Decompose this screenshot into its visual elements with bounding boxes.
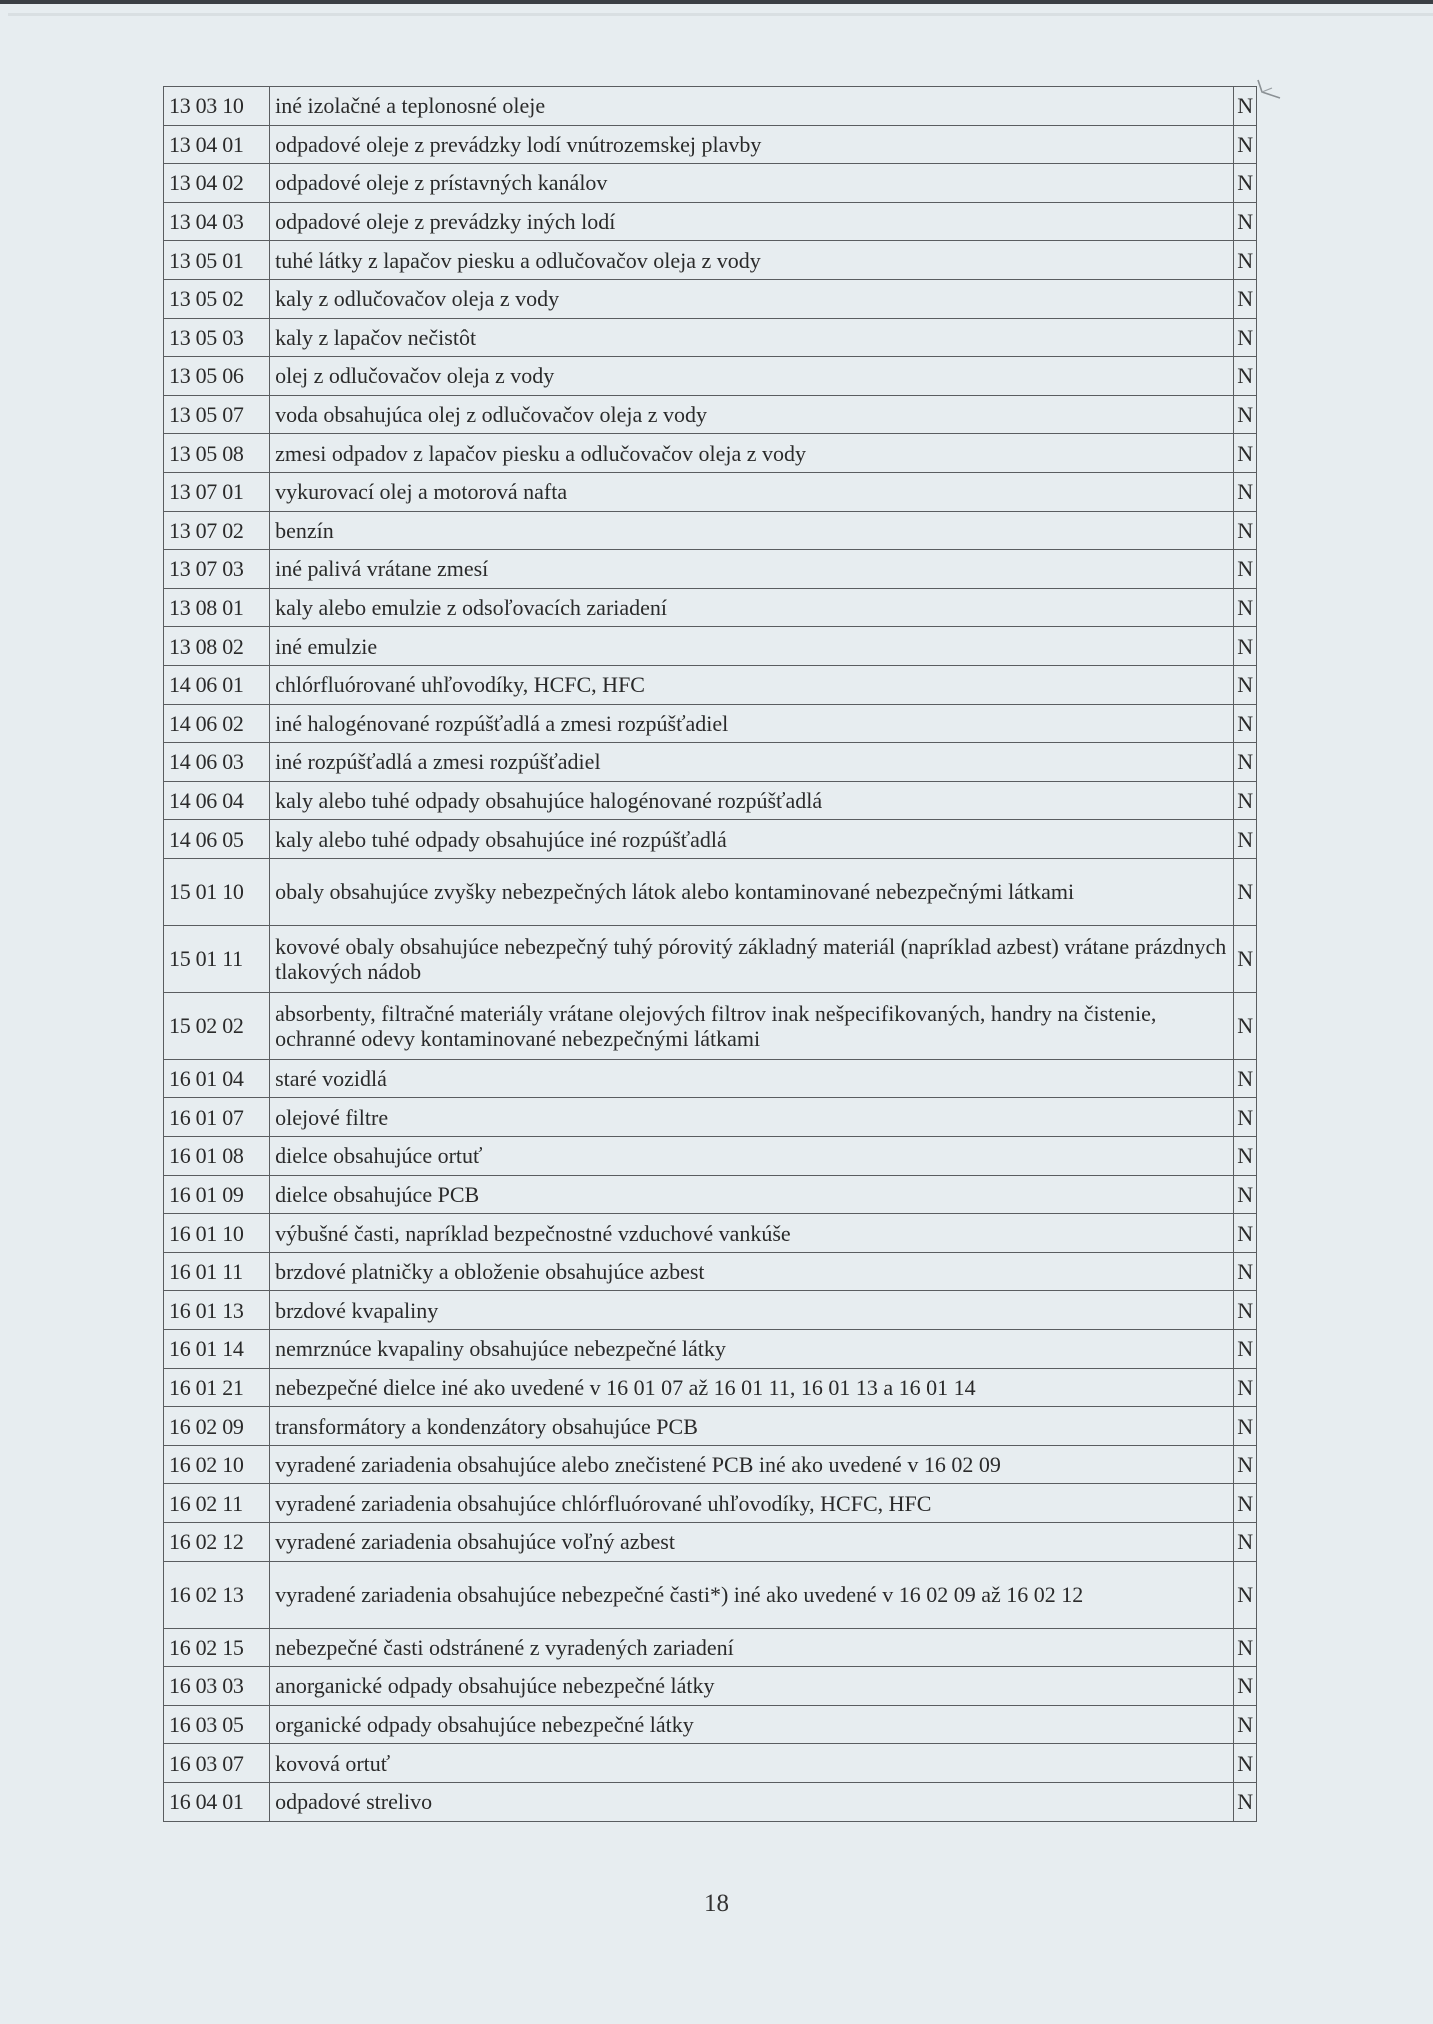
page-number: 18 xyxy=(704,1890,729,1917)
waste-code-cell: 16 02 13 xyxy=(164,1561,270,1628)
waste-category-cell: N xyxy=(1234,1667,1257,1706)
table-row xyxy=(164,1137,1257,1176)
waste-code-cell: 13 05 06 xyxy=(164,357,270,396)
table-row xyxy=(164,704,1257,743)
table-row xyxy=(164,164,1257,203)
waste-description-cell: dielce obsahujúce ortuť xyxy=(270,1137,1234,1176)
waste-code-cell: 16 03 07 xyxy=(164,1744,270,1783)
waste-description-cell: benzín xyxy=(270,511,1234,550)
waste-description-cell: vyradené zariadenia obsahujúce chlórfluórované uhľovodíky, HCFC, HFC xyxy=(270,1484,1234,1523)
waste-code-cell: 14 06 02 xyxy=(164,704,270,743)
waste-description-cell: olejové filtre xyxy=(270,1098,1234,1137)
waste-category-cell: N xyxy=(1234,704,1257,743)
waste-category-cell: N xyxy=(1234,1523,1257,1562)
table-row xyxy=(164,820,1257,859)
waste-category-cell: N xyxy=(1234,472,1257,511)
waste-code-cell: 16 02 11 xyxy=(164,1484,270,1523)
table-row xyxy=(164,1782,1257,1821)
waste-category-cell: N xyxy=(1234,1137,1257,1176)
waste-category-cell: N xyxy=(1234,1330,1257,1369)
waste-code-cell: 16 02 15 xyxy=(164,1628,270,1667)
table-row xyxy=(164,1744,1257,1783)
waste-category-cell: N xyxy=(1234,1407,1257,1446)
waste-category-cell: N xyxy=(1234,395,1257,434)
waste-code-cell: 14 06 03 xyxy=(164,743,270,782)
waste-code-cell: 16 03 05 xyxy=(164,1705,270,1744)
waste-description-cell: transformátory a kondenzátory obsahujúce PCB xyxy=(270,1407,1234,1446)
waste-description-cell: staré vozidlá xyxy=(270,1059,1234,1098)
waste-category-cell: N xyxy=(1234,1291,1257,1330)
waste-description-cell: vykurovací olej a motorová nafta xyxy=(270,472,1234,511)
table-row xyxy=(164,395,1257,434)
waste-code-cell: 13 07 02 xyxy=(164,511,270,550)
waste-code-cell: 16 04 01 xyxy=(164,1782,270,1821)
waste-category-cell: N xyxy=(1234,1252,1257,1291)
waste-description-cell: nebezpečné dielce iné ako uvedené v 16 01 07 až 16 01 11, 16 01 13 a 16 01 14 xyxy=(270,1368,1234,1407)
waste-category-cell: N xyxy=(1234,820,1257,859)
waste-category-cell: N xyxy=(1234,1098,1257,1137)
table-row xyxy=(164,1330,1257,1369)
waste-code-cell: 16 02 12 xyxy=(164,1523,270,1562)
waste-code-cell: 13 05 08 xyxy=(164,434,270,473)
waste-code-cell: 13 05 02 xyxy=(164,279,270,318)
waste-code-cell: 13 04 02 xyxy=(164,164,270,203)
table-row xyxy=(164,1445,1257,1484)
waste-description-cell: absorbenty, filtračné materiály vrátane olejových filtrov inak nešpecifikovaných, handry na čistenie, ochranné odevy kontaminované nebezpečnými látkami xyxy=(270,992,1234,1059)
waste-description-cell: brzdové kvapaliny xyxy=(270,1291,1234,1330)
table-row xyxy=(164,1175,1257,1214)
waste-code-cell: 16 01 09 xyxy=(164,1175,270,1214)
waste-category-cell: N xyxy=(1234,1561,1257,1628)
waste-category-cell: N xyxy=(1234,1059,1257,1098)
waste-code-cell: 13 05 01 xyxy=(164,241,270,280)
table-row xyxy=(164,992,1257,1059)
waste-code-cell: 16 01 07 xyxy=(164,1098,270,1137)
waste-description-cell: kovové obaly obsahujúce nebezpečný tuhý pórovitý základný materiál (napríklad azbest) vrátane prázdnych tlakových nádob xyxy=(270,925,1234,992)
waste-category-cell: N xyxy=(1234,87,1257,126)
waste-code-cell: 16 01 21 xyxy=(164,1368,270,1407)
table-row xyxy=(164,511,1257,550)
waste-category-cell: N xyxy=(1234,665,1257,704)
table-row xyxy=(164,1368,1257,1407)
waste-category-cell: N xyxy=(1234,279,1257,318)
waste-category-cell: N xyxy=(1234,1368,1257,1407)
waste-description-cell: iné rozpúšťadlá a zmesi rozpúšťadiel xyxy=(270,743,1234,782)
waste-category-cell: N xyxy=(1234,164,1257,203)
waste-description-cell: iné izolačné a teplonosné oleje xyxy=(270,87,1234,126)
waste-category-cell: N xyxy=(1234,1628,1257,1667)
table-row xyxy=(164,472,1257,511)
waste-category-cell: N xyxy=(1234,588,1257,627)
waste-code-cell: 16 01 10 xyxy=(164,1214,270,1253)
table-body xyxy=(164,87,1257,1822)
waste-code-cell: 13 05 03 xyxy=(164,318,270,357)
waste-code-cell: 15 01 10 xyxy=(164,858,270,925)
waste-category-cell: N xyxy=(1234,1445,1257,1484)
table-row xyxy=(164,1561,1257,1628)
waste-code-cell: 16 02 09 xyxy=(164,1407,270,1446)
waste-description-cell: brzdové platničky a obloženie obsahujúce azbest xyxy=(270,1252,1234,1291)
table-row xyxy=(164,1059,1257,1098)
waste-category-cell: N xyxy=(1234,202,1257,241)
waste-category-cell: N xyxy=(1234,241,1257,280)
waste-category-cell: N xyxy=(1234,1744,1257,1783)
table-row xyxy=(164,1098,1257,1137)
table-row xyxy=(164,1214,1257,1253)
table-row xyxy=(164,925,1257,992)
waste-code-cell: 16 01 13 xyxy=(164,1291,270,1330)
waste-description-cell: organické odpady obsahujúce nebezpečné látky xyxy=(270,1705,1234,1744)
table-row xyxy=(164,202,1257,241)
table-row xyxy=(164,1523,1257,1562)
table-row xyxy=(164,665,1257,704)
waste-category-cell: N xyxy=(1234,511,1257,550)
waste-description-cell: odpadové oleje z prevádzky lodí vnútrozemskej plavby xyxy=(270,125,1234,164)
waste-description-cell: iné palivá vrátane zmesí xyxy=(270,550,1234,589)
waste-code-cell: 13 04 03 xyxy=(164,202,270,241)
table-row xyxy=(164,743,1257,782)
waste-description-cell: zmesi odpadov z lapačov piesku a odlučovačov oleja z vody xyxy=(270,434,1234,473)
waste-category-cell: N xyxy=(1234,925,1257,992)
waste-description-cell: kaly z odlučovačov oleja z vody xyxy=(270,279,1234,318)
waste-description-cell: obaly obsahujúce zvyšky nebezpečných látok alebo kontaminované nebezpečnými látkami xyxy=(270,858,1234,925)
waste-category-cell: N xyxy=(1234,434,1257,473)
table-row xyxy=(164,434,1257,473)
table-row xyxy=(164,279,1257,318)
waste-category-cell: N xyxy=(1234,1484,1257,1523)
waste-category-cell: N xyxy=(1234,858,1257,925)
waste-category-cell: N xyxy=(1234,125,1257,164)
waste-category-cell: N xyxy=(1234,550,1257,589)
waste-description-cell: kaly alebo emulzie z odsoľovacích zariadení xyxy=(270,588,1234,627)
waste-category-cell: N xyxy=(1234,357,1257,396)
waste-code-cell: 14 06 05 xyxy=(164,820,270,859)
waste-description-cell: vyradené zariadenia obsahujúce nebezpečné časti*) iné ako uvedené v 16 02 09 až 16 02 12 xyxy=(270,1561,1234,1628)
table-row xyxy=(164,1484,1257,1523)
table-row xyxy=(164,781,1257,820)
waste-code-cell: 14 06 04 xyxy=(164,781,270,820)
waste-code-cell: 16 01 08 xyxy=(164,1137,270,1176)
waste-code-cell: 13 08 02 xyxy=(164,627,270,666)
waste-description-cell: odpadové oleje z prístavných kanálov xyxy=(270,164,1234,203)
waste-description-cell: kaly alebo tuhé odpady obsahujúce iné rozpúšťadlá xyxy=(270,820,1234,859)
scan-top-edge xyxy=(0,0,1433,4)
waste-description-cell: vyradené zariadenia obsahujúce voľný azbest xyxy=(270,1523,1234,1562)
waste-code-cell: 13 04 01 xyxy=(164,125,270,164)
waste-description-cell: nebezpečné časti odstránené z vyradených zariadení xyxy=(270,1628,1234,1667)
waste-description-cell: tuhé látky z lapačov piesku a odlučovačov oleja z vody xyxy=(270,241,1234,280)
waste-code-cell: 14 06 01 xyxy=(164,665,270,704)
waste-description-cell: anorganické odpady obsahujúce nebezpečné látky xyxy=(270,1667,1234,1706)
table-row xyxy=(164,1291,1257,1330)
waste-description-cell: dielce obsahujúce PCB xyxy=(270,1175,1234,1214)
table-row xyxy=(164,588,1257,627)
table-row xyxy=(164,1705,1257,1744)
table-row xyxy=(164,858,1257,925)
table-row xyxy=(164,125,1257,164)
waste-description-cell: vyradené zariadenia obsahujúce alebo znečistené PCB iné ako uvedené v 16 02 09 xyxy=(270,1445,1234,1484)
waste-code-cell: 16 01 04 xyxy=(164,1059,270,1098)
waste-description-cell: odpadové oleje z prevádzky iných lodí xyxy=(270,202,1234,241)
waste-code-cell: 16 02 10 xyxy=(164,1445,270,1484)
waste-code-cell: 16 01 11 xyxy=(164,1252,270,1291)
waste-code-cell: 16 03 03 xyxy=(164,1667,270,1706)
waste-category-cell: N xyxy=(1234,992,1257,1059)
table-row xyxy=(164,318,1257,357)
waste-category-cell: N xyxy=(1234,1782,1257,1821)
table-row xyxy=(164,1667,1257,1706)
waste-description-cell: voda obsahujúca olej z odlučovačov oleja z vody xyxy=(270,395,1234,434)
waste-category-cell: N xyxy=(1234,1175,1257,1214)
waste-description-cell: kovová ortuť xyxy=(270,1744,1234,1783)
waste-category-cell: N xyxy=(1234,743,1257,782)
table-row xyxy=(164,1252,1257,1291)
table-row xyxy=(164,627,1257,666)
waste-category-cell: N xyxy=(1234,318,1257,357)
table-row xyxy=(164,87,1257,126)
table-row xyxy=(164,241,1257,280)
table-row xyxy=(164,357,1257,396)
waste-description-cell: chlórfluórované uhľovodíky, HCFC, HFC xyxy=(270,665,1234,704)
waste-description-cell: odpadové strelivo xyxy=(270,1782,1234,1821)
waste-description-cell: iné emulzie xyxy=(270,627,1234,666)
waste-code-cell: 13 07 01 xyxy=(164,472,270,511)
waste-description-cell: nemrznúce kvapaliny obsahujúce nebezpečné látky xyxy=(270,1330,1234,1369)
waste-category-cell: N xyxy=(1234,1705,1257,1744)
waste-code-cell: 13 08 01 xyxy=(164,588,270,627)
scan-shadow-line xyxy=(8,13,1433,16)
waste-description-cell: kaly z lapačov nečistôt xyxy=(270,318,1234,357)
waste-description-cell: olej z odlučovačov oleja z vody xyxy=(270,357,1234,396)
waste-code-cell: 13 03 10 xyxy=(164,87,270,126)
waste-description-cell: výbušné časti, napríklad bezpečnostné vzduchové vankúše xyxy=(270,1214,1234,1253)
waste-category-cell: N xyxy=(1234,1214,1257,1253)
waste-description-cell: iné halogénované rozpúšťadlá a zmesi rozpúšťadiel xyxy=(270,704,1234,743)
waste-code-cell: 16 01 14 xyxy=(164,1330,270,1369)
table-row xyxy=(164,550,1257,589)
waste-description-cell: kaly alebo tuhé odpady obsahujúce halogénované rozpúšťadlá xyxy=(270,781,1234,820)
waste-code-cell: 13 05 07 xyxy=(164,395,270,434)
table-row xyxy=(164,1407,1257,1446)
waste-code-cell: 15 01 11 xyxy=(164,925,270,992)
table-row xyxy=(164,1628,1257,1667)
waste-category-cell: N xyxy=(1234,627,1257,666)
waste-catalogue-table xyxy=(163,86,1257,1822)
waste-category-cell: N xyxy=(1234,781,1257,820)
waste-code-cell: 13 07 03 xyxy=(164,550,270,589)
waste-code-cell: 15 02 02 xyxy=(164,992,270,1059)
